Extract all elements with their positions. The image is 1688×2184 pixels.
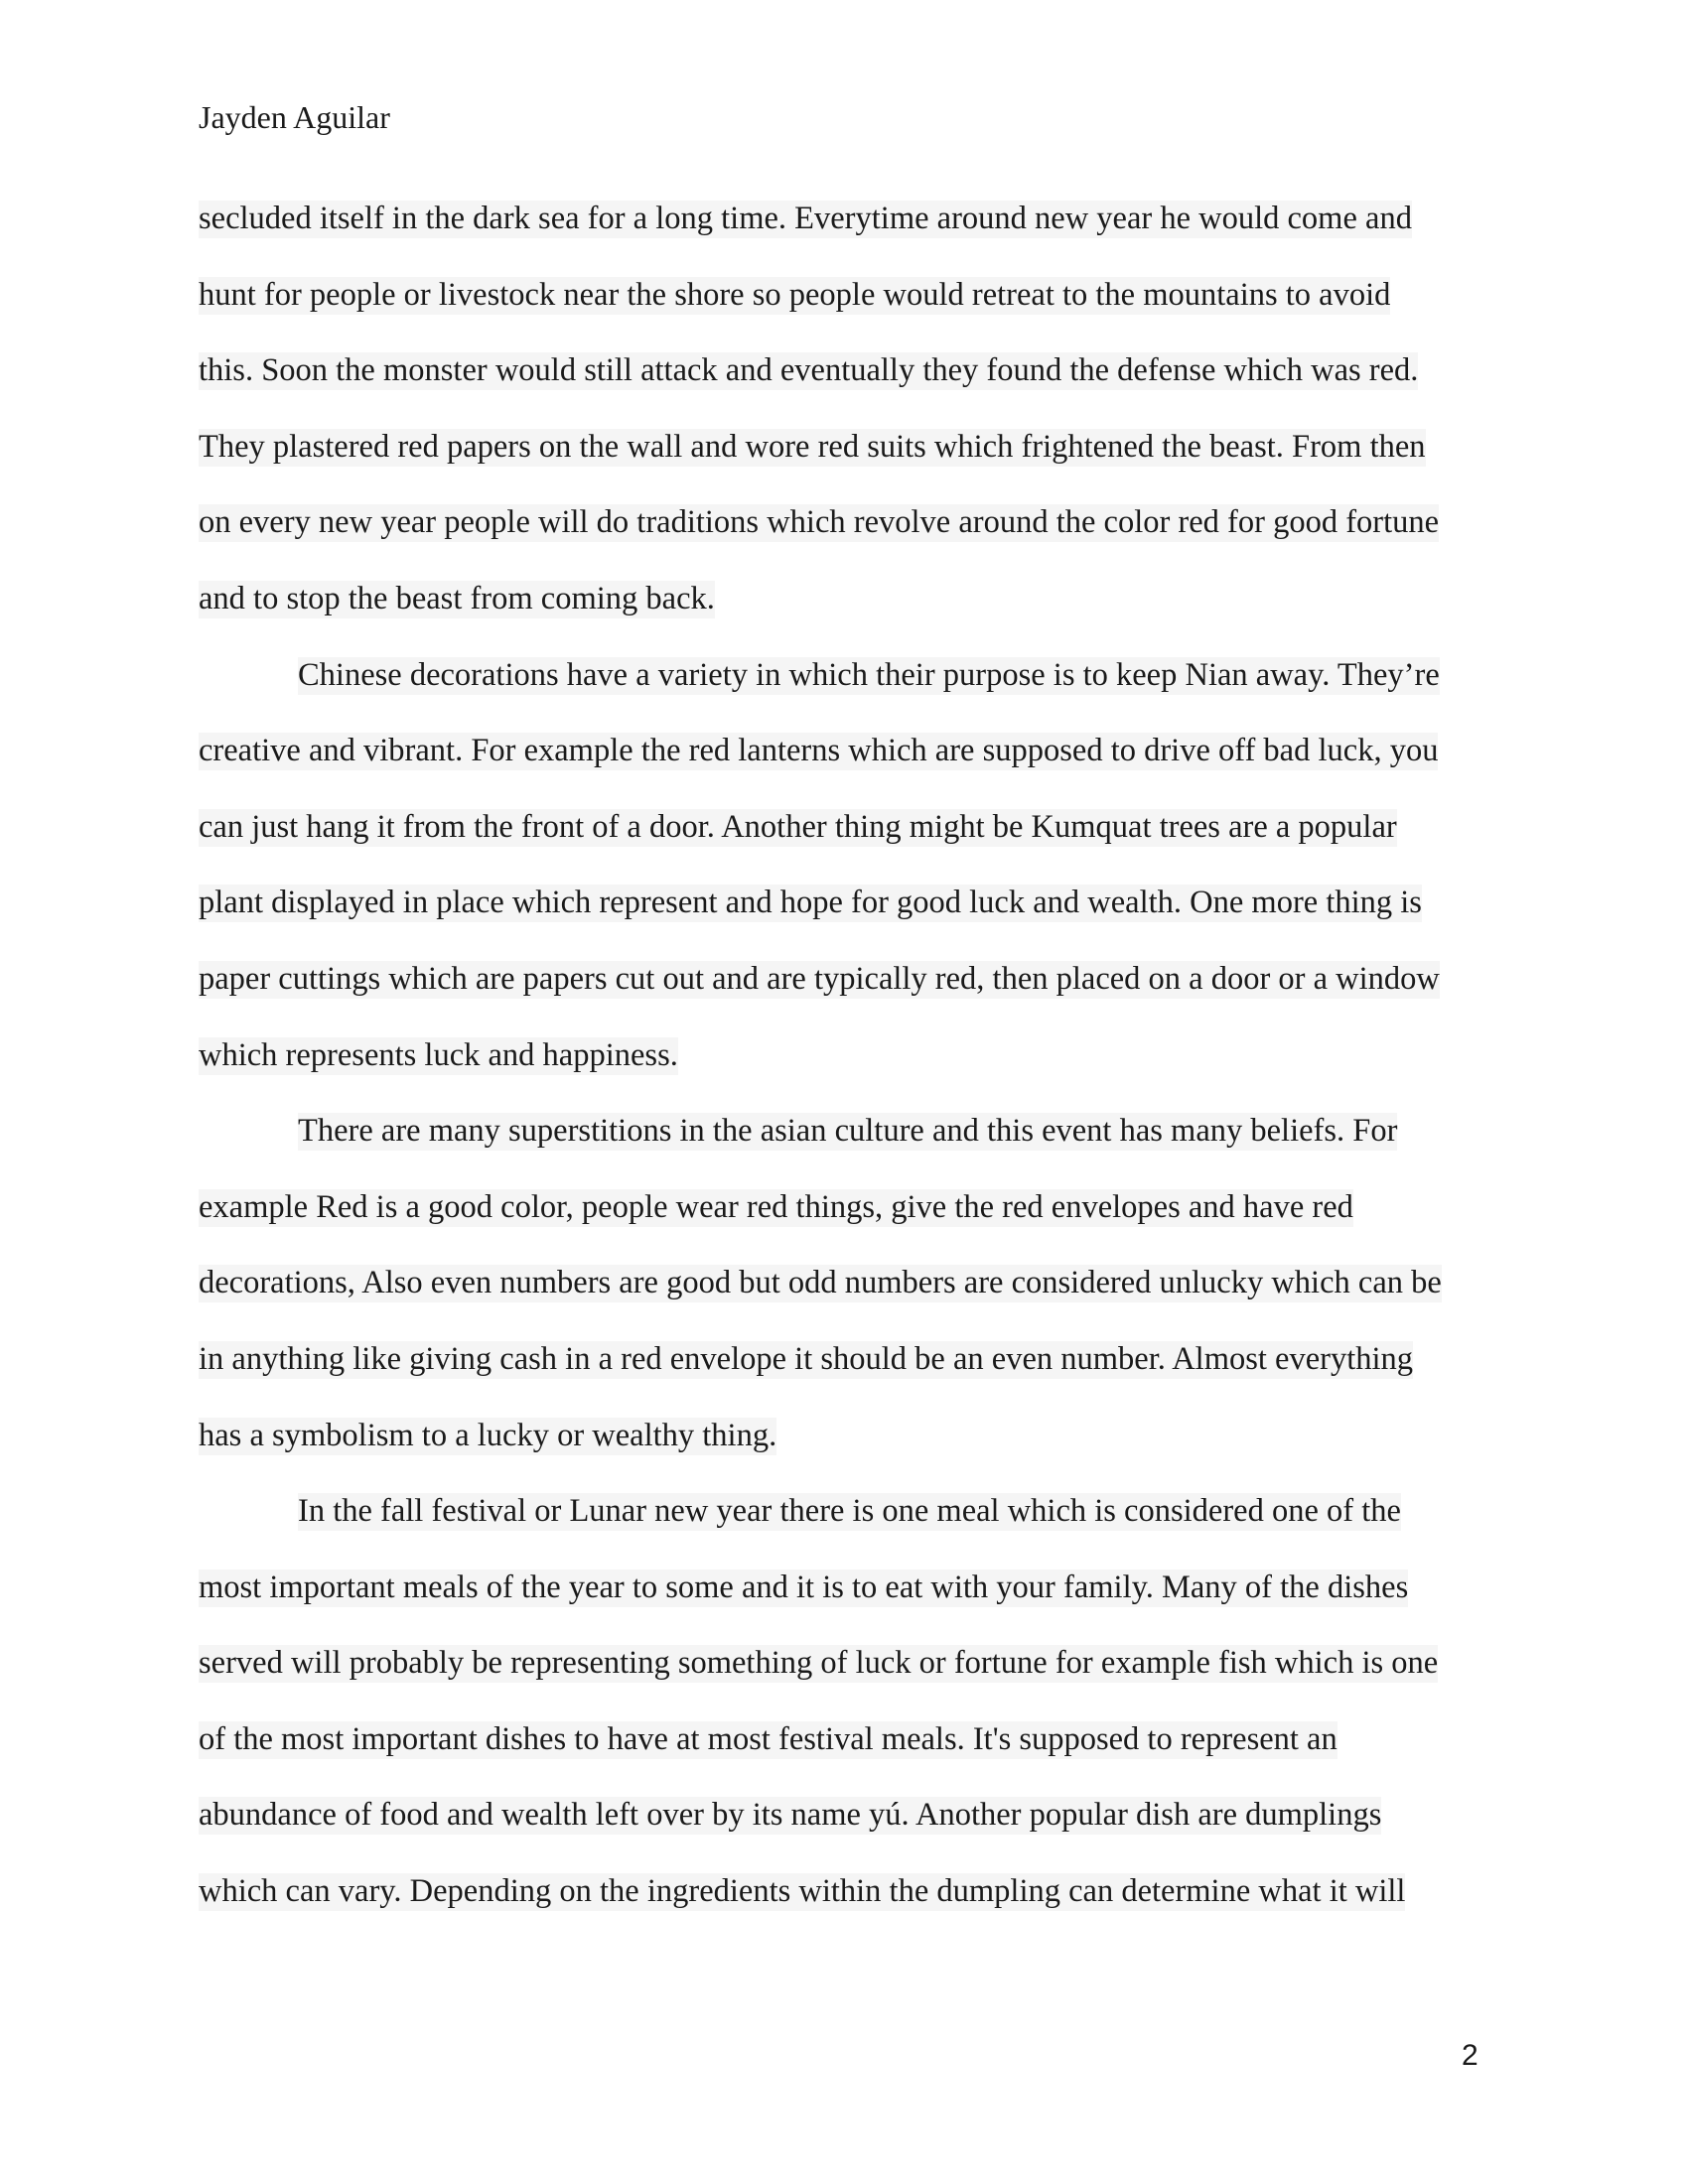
line-text: creative and vibrant. For example the red lanterns which are supposed to drive off bad luck, you [199, 733, 1439, 769]
line-text: Chinese decorations have a variety in which their purpose is to keep Nian away. They’re [298, 656, 1440, 693]
text-line [199, 1791, 1489, 1867]
line-text: abundance of food and wealth left over by its name yú. Another popular dish are dumplings [199, 1797, 1382, 1834]
text-line [199, 1867, 1489, 1944]
line-text: paper cuttings which are papers cut out and are typically red, then placed on a door or a window [199, 960, 1440, 997]
text-line [199, 346, 1489, 423]
line-text: served will probably be representing something of luck or fortune for example fish which is one [199, 1645, 1439, 1682]
paragraph-first-line [199, 1487, 1489, 1564]
text-line [199, 727, 1489, 803]
text-line [199, 803, 1489, 880]
header-author-name: Jayden Aguilar [199, 99, 390, 135]
line-text: In the fall festival or Lunar new year there is one meal which is considered one of the [298, 1493, 1401, 1530]
line-text: example Red is a good color, people wear red things, give the red envelopes and have red [199, 1188, 1353, 1225]
line-text: can just hang it from the front of a door. Another thing might be Kumquat trees are a popular [199, 808, 1397, 845]
text-line [199, 1183, 1489, 1260]
line-text: and to stop the beast from coming back. [199, 580, 715, 616]
text-line [199, 879, 1489, 955]
text-line [199, 1031, 1489, 1108]
text-line [199, 498, 1489, 575]
line-text: hunt for people or livestock near the shore so people would retreat to the mountains to avoid [199, 276, 1391, 313]
line-text: most important meals of the year to some and it is to eat with your family. Many of the dishes [199, 1569, 1409, 1605]
line-text: secluded itself in the dark sea for a long time. Everytime around new year he would come and [199, 201, 1412, 236]
line-text: There are many superstitions in the asian culture and this event has many beliefs. For [298, 1113, 1398, 1150]
text-line [199, 1335, 1489, 1412]
page-number: 2 [1462, 2039, 1478, 2072]
text-line [199, 1715, 1489, 1792]
line-text: has a symbolism to a lucky or wealthy thing. [199, 1417, 777, 1453]
line-text: on every new year people will do traditions which revolve around the color red for good fortune [199, 504, 1440, 541]
line-text: which represents luck and happiness. [199, 1036, 678, 1073]
text-line [199, 1412, 1489, 1488]
text-line [199, 1639, 1489, 1715]
text-line [199, 955, 1489, 1031]
line-text: plant displayed in place which represent and hope for good luck and wealth. One more thing is [199, 885, 1422, 921]
paragraph-first-line [199, 651, 1489, 728]
line-text: this. Soon the monster would still attack and eventually they found the defense which was red. [199, 352, 1419, 389]
text-line [199, 271, 1489, 347]
paragraph-first-line [199, 1107, 1489, 1183]
text-line [199, 423, 1489, 499]
text-line [199, 575, 1489, 651]
line-text: which can vary. Depending on the ingredients within the dumpling can determine what it will [199, 1873, 1406, 1910]
text-line [199, 1259, 1489, 1335]
line-text: in anything like giving cash in a red envelope it should be an even number. Almost everything [199, 1340, 1414, 1377]
line-text: decorations, Also even numbers are good but odd numbers are considered unlucky which can be [199, 1265, 1442, 1301]
text-line [199, 1564, 1489, 1640]
body-text [199, 195, 1489, 1944]
text-line [199, 195, 1489, 271]
line-text: They plastered red papers on the wall and wore red suits which frightened the beast. From then [199, 428, 1426, 465]
line-text: of the most important dishes to have at most festival meals. It's supposed to represent an [199, 1720, 1337, 1757]
